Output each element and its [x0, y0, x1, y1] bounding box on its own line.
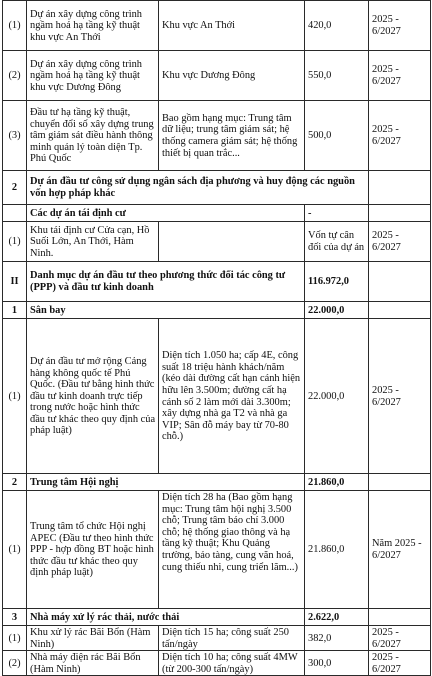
row-number: (3): [3, 101, 27, 171]
project-capital: 2.622,0: [305, 609, 369, 626]
group-title: Trung tâm Hội nghị: [27, 474, 305, 491]
project-name: Khu tái định cư Cửa cạn, Hồ Suối Lớn, An Thới, Hàm Ninh.: [27, 222, 159, 262]
group-title: Nhà máy xử lý rác thải, nước thải: [27, 609, 305, 626]
project-name: Dự án xây dựng công trình ngầm hoá hạ tầng kỹ thuật khu vực An Thới: [27, 1, 159, 51]
table-row: [3, 626, 431, 651]
table-row: [3, 101, 431, 171]
project-capital: 500,0: [305, 101, 369, 171]
row-number: (1): [3, 222, 27, 262]
row-number: (1): [3, 319, 27, 474]
row-number: (2): [3, 651, 27, 676]
project-capital: -: [305, 205, 369, 222]
project-period: 2025 - 6/2027: [369, 222, 431, 262]
group-row: [3, 205, 431, 222]
row-number: (1): [3, 626, 27, 651]
empty-cell: [369, 262, 431, 302]
row-number: (1): [3, 1, 27, 51]
section-number: 2: [3, 171, 27, 205]
project-location: Diện tích 15 ha; công suất 250 tấn/ngày: [159, 626, 305, 651]
row-number: (2): [3, 51, 27, 101]
project-period: 2025 - 6/2027: [369, 319, 431, 474]
section-row: [3, 262, 431, 302]
project-location: Diện tích 10 ha; công suất 4MW (từ 200-300 tấn/ngày): [159, 651, 305, 676]
project-location: Bao gồm hạng mục: Trung tâm dữ liệu; trung tâm giám sát; hệ thống camera giám sát; hệ thống thiết bị quan trắc...: [159, 101, 305, 171]
project-period: [369, 205, 431, 222]
project-name: Trung tâm tổ chức Hội nghị APEC (Đầu tư theo hình thức PPP - hợp đồng BT hoặc hình thức đầu tư khác theo quy định pháp luật): [27, 491, 159, 609]
project-capital: 22.000,0: [305, 302, 369, 319]
project-period: 2025 - 6/2027: [369, 101, 431, 171]
project-location: [159, 222, 305, 262]
project-period: [369, 474, 431, 491]
investment-project-table: [2, 0, 431, 676]
row-number: 1: [3, 302, 27, 319]
row-number: [3, 205, 27, 222]
group-row: [3, 474, 431, 491]
project-name: Dự án đầu tư mở rộng Cảng hàng không quốc tế Phú Quốc. (Đầu tư bằng hình thức đầu tư kinh doanh trực tiếp trong nước hoặc hình thức đầu tư khác theo quy định của pháp luật): [27, 319, 159, 474]
project-capital: 382,0: [305, 626, 369, 651]
project-name: Khu xử lý rác Bãi Bổn (Hàm Ninh): [27, 626, 159, 651]
project-period: [369, 609, 431, 626]
table-row: [3, 651, 431, 676]
project-period: 2025 - 6/2027: [369, 626, 431, 651]
project-location: Khu vực Dương Đông: [159, 51, 305, 101]
project-capital: 21.860,0: [305, 474, 369, 491]
section-capital: 116.972,0: [305, 262, 369, 302]
project-period: 2025 - 6/2027: [369, 51, 431, 101]
project-period: [369, 302, 431, 319]
project-period: Năm 2025 - 6/2027: [369, 491, 431, 609]
project-name: Dự án xây dựng công trình ngầm hoá hạ tầng kỹ thuật khu vực Dương Đông: [27, 51, 159, 101]
table-row: [3, 319, 431, 474]
row-number: 3: [3, 609, 27, 626]
group-title: Sân bay: [27, 302, 305, 319]
project-location: Diện tích 1.050 ha; cấp 4E, công suất 18 triệu hành khách/năm (kéo dài đường cất hạn cánh hiện hữu lên 3.500m; đường cất hạ cánh số 2 làm mới dài 3.300m; xây dựng nhà ga T2 và nhà ga VIP; Sân đỗ máy bay từ 70-80 chỗ.): [159, 319, 305, 474]
group-title: Các dự án tái định cư: [27, 205, 305, 222]
project-capital: 300,0: [305, 651, 369, 676]
table-row: [3, 491, 431, 609]
project-name: Đầu tư hạ tầng kỹ thuật, chuyển đổi số xây dựng trung tâm giám sát điều hành thông minh quản lý toàn diện Tp. Phú Quốc: [27, 101, 159, 171]
project-capital: 21.860,0: [305, 491, 369, 609]
project-capital: 550,0: [305, 51, 369, 101]
project-capital: 22.000,0: [305, 319, 369, 474]
project-capital: Vốn tự cân đối của dự án: [305, 222, 369, 262]
project-period: 2025 - 6/2027: [369, 651, 431, 676]
table-row: [3, 1, 431, 51]
row-number: 2: [3, 474, 27, 491]
empty-cell: [369, 171, 431, 205]
section-row: [3, 171, 431, 205]
group-row: [3, 302, 431, 319]
row-number: (1): [3, 491, 27, 609]
section-title: Danh mục dự án đầu tư theo phương thức đối tác công tư (PPP) và đầu tư kinh doanh: [27, 262, 305, 302]
project-location: Diện tích 28 ha (Bao gồm hạng mục: Trung tâm hội nghị 3.500 chỗ; Trung tâm báo chí 3.000 chỗ; hệ thống giao thông và hạ tầng kỹ thuật; Khu Quảng trường, bảo tàng, cung văn hoá, cung thiếu nhi, cung triển lãm...): [159, 491, 305, 609]
section-number: II: [3, 262, 27, 302]
project-capital: 420,0: [305, 1, 369, 51]
table-row: [3, 51, 431, 101]
group-row: [3, 609, 431, 626]
project-period: 2025 - 6/2027: [369, 1, 431, 51]
section-title: Dự án đầu tư công sử dụng ngân sách địa phương và huy động các nguồn vốn hợp pháp khác: [27, 171, 369, 205]
project-location: Khu vực An Thới: [159, 1, 305, 51]
project-name: Nhà máy điện rác Bãi Bổn (Hàm Ninh): [27, 651, 159, 676]
table-row: [3, 222, 431, 262]
